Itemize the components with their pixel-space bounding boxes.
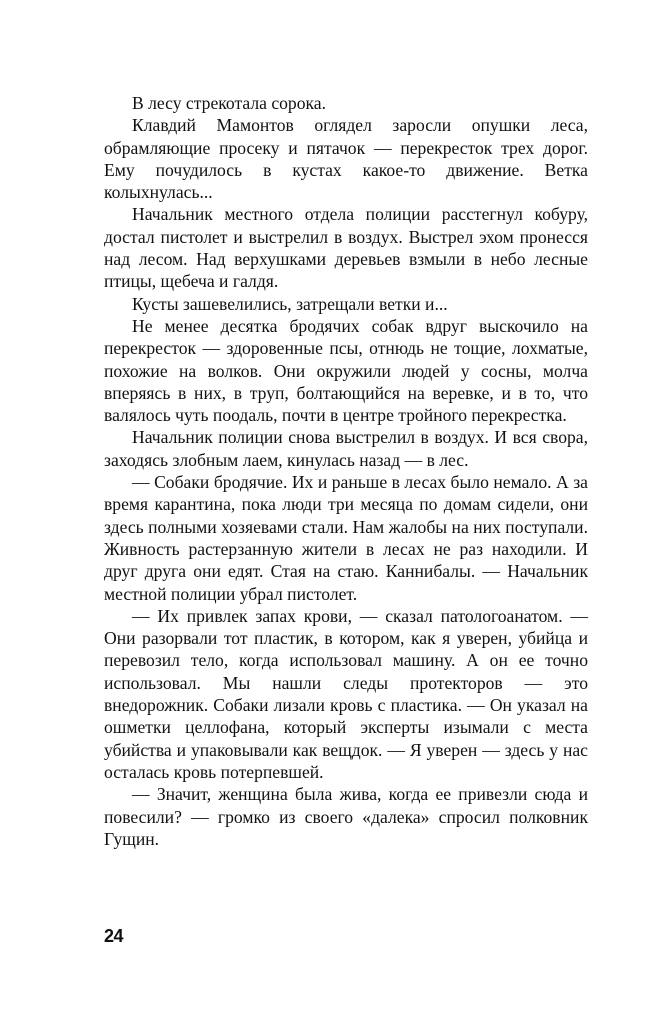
page-number: 24 bbox=[104, 926, 124, 946]
paragraph: Начальник полиции снова выстрелил в воздух. И вся свора, заходясь злобным лаем, кинулась назад — в лес. bbox=[104, 427, 588, 470]
paragraph: — Собаки бродячие. Их и раньше в лесах было немало. А за время карантина, пока люди три месяца по домам сидели, они здесь полными хозяевами стали. Нам жалобы на них поступали. Живность растерзанную жители в лесах не раз находили. И друг друга они едят. Стая на стаю. Каннибалы. — Начальник местной полиции убрал пистолет. bbox=[104, 472, 588, 604]
paragraph: Клавдий Мамонтов оглядел заросли опушки леса, обрамляющие просеку и пятачок — перекресток трех дорог. Ему почудилось в кустах какое-то движение. Ветка колыхнулась... bbox=[104, 115, 588, 203]
page-body bbox=[104, 92, 588, 850]
paragraph: Начальник местного отдела полиции расстегнул кобуру, достал пистолет и выстрелил в воздух. Выстрел эхом пронесся над лесом. Над верхушками деревьев взмыли в небо лесные птицы, щебеча и галдя. bbox=[104, 204, 588, 292]
paragraph: Кусты зашевелились, затрещали ветки и... bbox=[132, 293, 448, 314]
paragraph: Не менее десятка бродячих собак вдруг выскочило на перекресток — здоровенные псы, отнюдь не тощие, лохматые, похожие на волков. Они окружили людей у сосны, молча вперяясь в них, в труп, болтающийся на веревке, и в то, что валялось чуть поодаль, почти в центре тройного перекрестка. bbox=[104, 315, 588, 426]
paragraph: В лесу стрекотала сорока. bbox=[132, 93, 327, 113]
paragraph: — Их привлек запах крови, — сказал патологоанатом. — Они разорвали тот пластик, в котором, как я уверен, убийца и перевозил тело, когда использовал машину. А он ее точно использовал. Мы нашли следы протекторов — это внедорожник. Собаки лизали кровь с пластика. — Он указал на ошметки целлофана, который эксперты изымали с места убийства и упаковывали как вещдок. — Я уверен — здесь у нас осталась кровь потерпевшей. bbox=[104, 605, 588, 782]
paragraph: — Значит, женщина была жива, когда ее привезли сюда и повесили? — громко из своего «далека» спросил полковник Гущин. bbox=[104, 784, 588, 849]
